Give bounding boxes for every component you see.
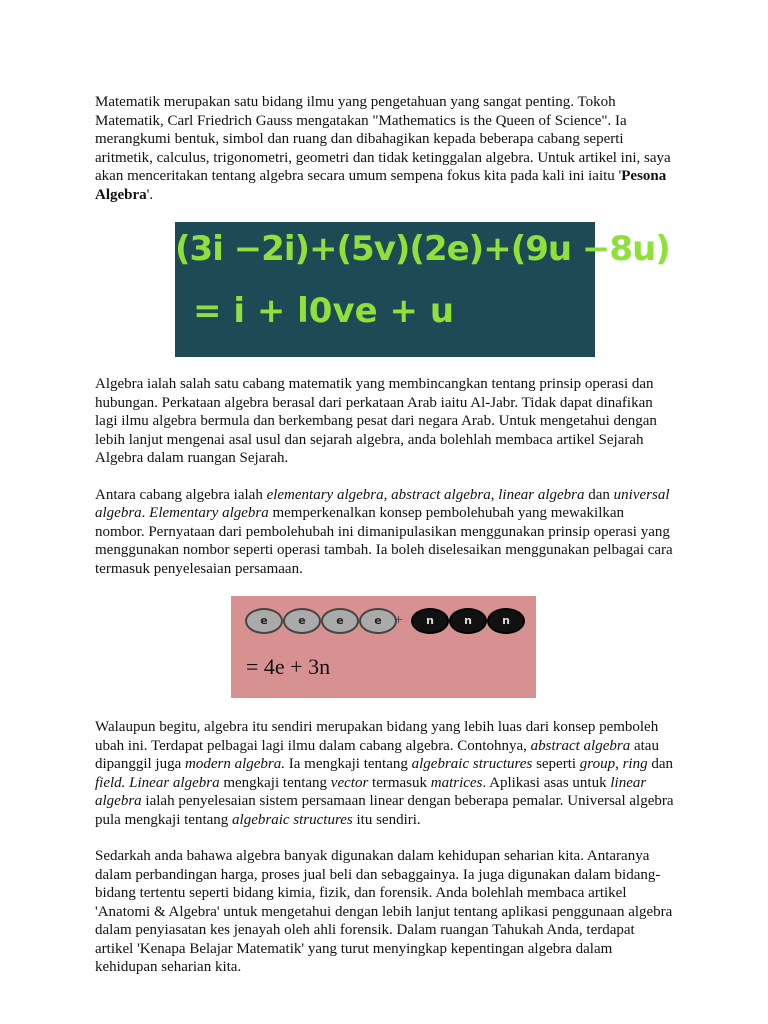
bean-n-icon: n — [449, 608, 487, 634]
equation-line-1: (3i −2i)+(5v)(2e)+(9u −8u) — [175, 229, 670, 269]
bean-n-icon: n — [411, 608, 449, 634]
bean-n-icon: n — [487, 608, 525, 634]
beans-row — [231, 606, 536, 636]
paragraph-abstract: Walaupun begitu, algebra itu sendiri merupakan bidang yang lebih luas dari konsep pemboleh ubah ini. Terdapat pelbagai lagi ilmu dalam cabang algebra. Contohnya, abstract algebra atau dipanggil juga modern algebra. Ia mengkaji tentang algebraic structures seperti group, ring dan field. Linear algebra mengkaji tentang vector termasuk matrices. Aplikasi asas untuk linear algebra ialah penyelesaian sistem persamaan linear dengan beberapa pemalar. Universal algebra pula mengkaji tentang algebraic structures itu sendiri. — [95, 719, 674, 828]
bean-e-icon: e — [245, 608, 283, 634]
bean-e-icon: e — [359, 608, 397, 634]
equation-line-2: = i + l0ve + u — [193, 291, 455, 331]
plus-sign: + — [394, 612, 404, 629]
beans-equation-image — [231, 596, 536, 698]
bold-title: Pesona Algebra — [95, 168, 667, 203]
paragraph-intro: Matematik merupakan satu bidang ilmu yang pengetahuan yang sangat penting. Tokoh Matematik, Carl Friedrich Gauss mengatakan "Mathematics is the Queen of Science". Ia merangkumi bentuk, simbol dan ruang dan dibahagikan kepada beberapa cabang seperti aritmetik, calculus, trigonometri, geometri dan tidak ketinggalan algebra. Untuk artikel ini, saya akan menceritakan tentang algebra secara umum sempena fokus kita pada kali ini iaitu 'Pesona Algebra'. — [95, 94, 671, 203]
paragraph-definition: Algebra ialah salah satu cabang matematik yang membincangkan tentang prinsip operasi dan hubungan. Perkataan algebra berasal dari perkataan Arab iaitu Al-Jabr. Tidak dapat dinafikan lagi ilmu algebra bermula dan berkembang pesat dari negara Arab. Untuk mengetahui dengan lebih lanjut mengenai asal usul dan sejarah algebra, anda bolehlah membaca artikel Sejarah Algebra dalam ruangan Sejarah. — [95, 376, 657, 466]
bean-e-icon: e — [283, 608, 321, 634]
paragraph-applications: Sedarkah anda bahawa algebra banyak digunakan dalam kehidupan seharian kita. Antaranya dalam perbandingan harga, proses jual beli dan sebaggainya. Ia juga digunakan dalam bidang-bidang tertentu seperti bidang kimia, fizik, dan forensik. Anda bolehlah membaca artikel 'Anatomi & Algebra' untuk mengetahui dengan lebih lanjut tentang aplikasi penggunaan algebra dalam penyiasatan kes jenayah oleh ahli forensik. Dalam ruangan Tahukah Anda, terdapat artikel 'Kenapa Belajar Matematik' yang turut menyingkap kepentingan algebra dalam kehidupan seharian kita. — [95, 848, 673, 975]
document-page — [95, 93, 675, 995]
bean-e-icon: e — [321, 608, 359, 634]
equation-image-love — [175, 222, 670, 357]
beans-equation-text: = 4e + 3n — [246, 654, 331, 679]
paragraph-branches: Antara cabang algebra ialah elementary algebra, abstract algebra, linear algebra dan universal algebra. Elementary algebra memperkenalkan konsep pembolehubah yang mewakilkan nombor. Pernyataan dari pembolehubah ini dimanipulasikan menggunakan prinsip operasi yang menggunakan nombor seperti operasi tambah. Ia boleh diselesaikan menggunakan pelbagai cara termasuk penyelesaian persamaan. — [95, 486, 673, 577]
